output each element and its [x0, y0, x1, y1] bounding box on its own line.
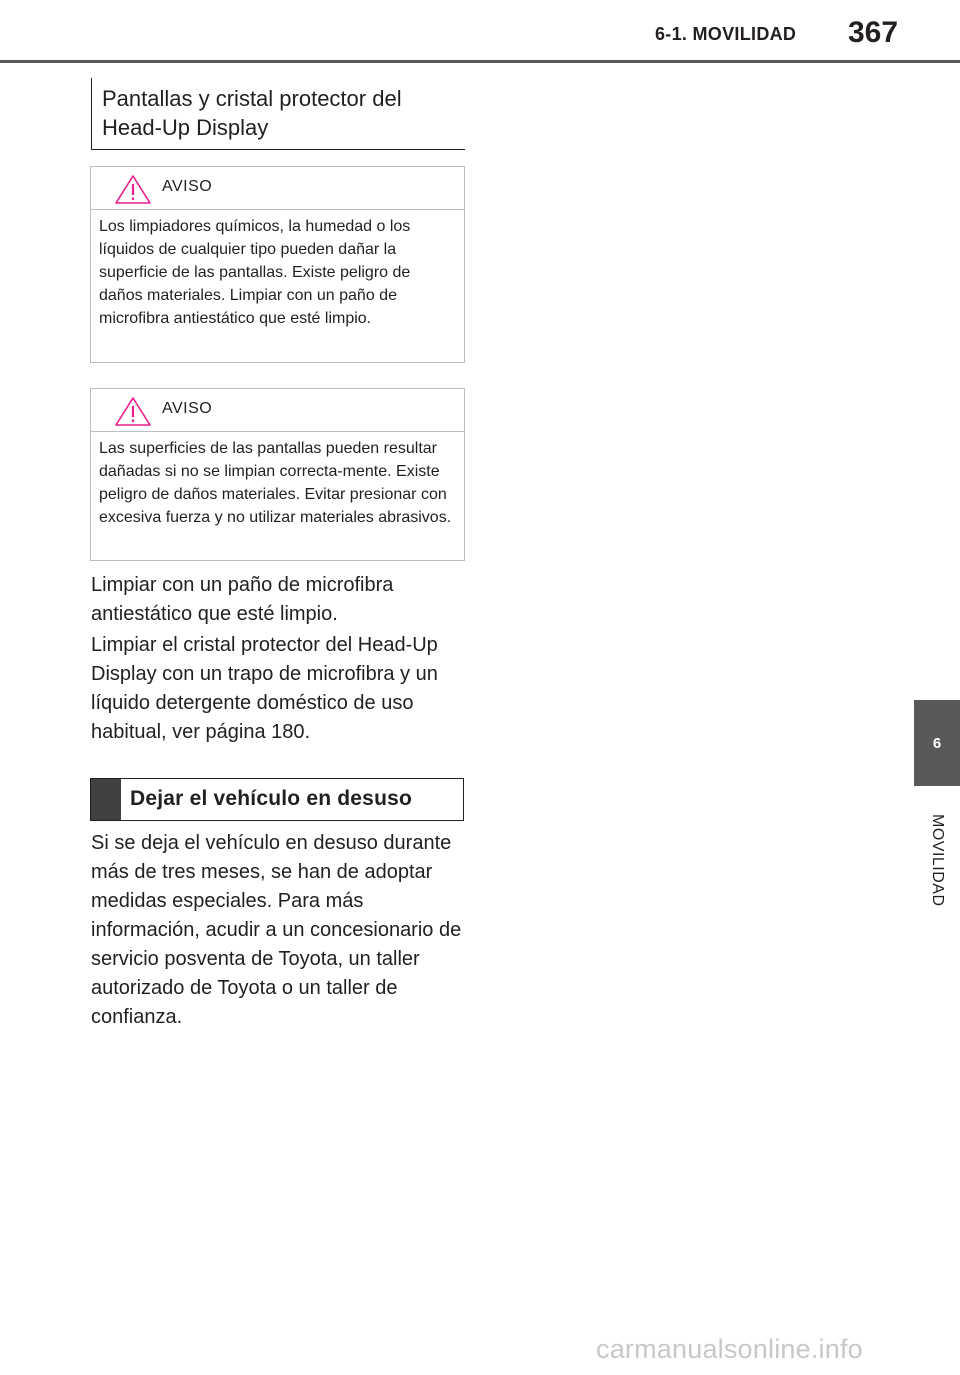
notice-box-chemicals	[90, 166, 465, 363]
header-section-title: 6-1. MOVILIDAD	[655, 24, 797, 44]
chapter-label: MOVILIDAD	[929, 813, 946, 907]
section-heading	[90, 778, 464, 821]
notice-title: AVISO	[162, 178, 213, 195]
chapter-number: 6	[932, 734, 942, 752]
page-number: 367	[848, 16, 899, 49]
warning-triangle-icon	[114, 396, 152, 427]
section-title: Dejar el vehículo en desuso	[130, 787, 412, 810]
warning-triangle-icon	[114, 174, 152, 205]
paragraph-vehicle-storage: Si se deja el vehículo en desuso durante más de tres meses, se han de adoptar medidas especiales. Para más información, acudir a un concesionario de servicio posventa de Toyota, un taller autorizado de Toyota o un taller de confianza.	[91, 832, 462, 1028]
chapter-side-label	[917, 800, 957, 920]
subsection-title-line1: Pantallas y cristal protector del	[102, 86, 402, 111]
paragraph-cleaning-hud: Limpiar el cristal protector del Head-Up Display con un trapo de microfibra y un líquido detergente doméstico de uso habitual, ver página 180.	[91, 634, 438, 743]
notice-header	[91, 389, 464, 432]
notice-text: Los limpiadores químicos, la humedad o los líquidos de cualquier tipo pueden dañar la superficie de las pantallas. Existe peligro de daños materiales. Limpiar con un paño de microfibra antiestático que esté limpio.	[99, 218, 411, 327]
paragraph-cleaning-screens: Limpiar con un paño de microfibra antiestático que esté limpio.	[91, 574, 394, 625]
section-heading-bar	[91, 779, 121, 820]
subsection-heading	[91, 78, 465, 150]
header-rule	[0, 60, 960, 63]
notice-title: AVISO	[162, 400, 213, 417]
watermark: carmanualsonline.info	[596, 1334, 863, 1364]
notice-header	[91, 167, 464, 210]
chapter-tab	[914, 700, 960, 786]
notice-box-surfaces	[90, 388, 465, 561]
subsection-title-line2: Head-Up Display	[102, 115, 269, 140]
notice-text: Las superficies de las pantallas pueden resultar dañadas si no se limpian correcta-mente. Existe peligro de daños materiales. Evitar presionar con excesiva fuerza y no utilizar materiales abrasivos.	[99, 440, 452, 526]
